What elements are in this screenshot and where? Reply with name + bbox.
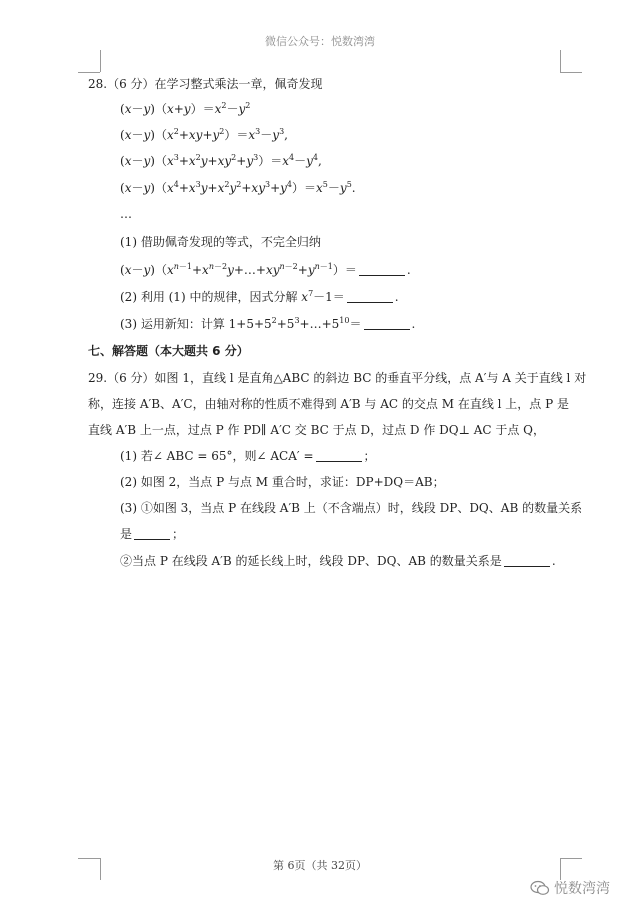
q29-part2: (2) 如图 2，当点 P 与点 M 重合时，求证：DP+DQ＝AB； — [120, 475, 445, 489]
q28-ellipsis: … — [120, 207, 132, 221]
page-header: 微信公众号：悦数湾湾 — [265, 35, 375, 48]
q28-part3: (3) 运用新知：计算 $1+5+5^2+5^3+\dots+5^{10}=$ . — [120, 316, 416, 331]
wechat-icon — [530, 880, 550, 896]
page-footer: 第 6页（共 32页） — [273, 859, 367, 872]
q28-part1-formula: $(x-y)(x^{n-1}+x^{n-2}y+\dots+xy^{n-2}+y^{n-1})=$ . — [120, 262, 411, 277]
watermark — [530, 878, 610, 898]
q29-line1: 29.（6 分）如图 1，直线 l 是直角△ABC 的斜边 BC 的垂直平分线，点 A′与 A 关于直线 l 对 — [88, 371, 587, 385]
answer-blank[interactable] — [134, 527, 170, 540]
answer-blank[interactable] — [347, 290, 393, 303]
q29-line2: 称，连接 A′B、A′C，由轴对称的性质不难得到 A′B 与 AC 的交点 M 在直线 l 上，点 P 是 — [88, 397, 569, 411]
answer-blank[interactable] — [364, 317, 410, 330]
q28-eq3: $(x-y)(x^3+x^2y+xy^2+y^3)=x^4-y^4$, — [120, 153, 322, 168]
q28-eq2: $(x-y)(x^2+xy+y^2)=x^3-y^3$, — [120, 127, 288, 142]
q28-eq4: $(x-y)(x^4+x^3y+x^2y^2+xy^3+y^4)=x^5-y^5$. — [120, 180, 356, 195]
answer-blank[interactable] — [359, 263, 405, 276]
q29-part1: (1) 若∠ ABC = 65°，则∠ ACA′ = ； — [120, 449, 376, 463]
crop-mark — [560, 50, 561, 72]
q28-intro: 28.（6 分）在学习整式乘法一章，佩奇发现 — [88, 77, 323, 91]
crop-mark — [100, 50, 101, 72]
q28-eq1: $(x-y)(x+y)=x^2-y^2$ — [120, 101, 251, 116]
watermark-text: 悦数湾湾 — [554, 881, 610, 897]
section-heading: 七、解答题（本大题共 6 分） — [88, 344, 249, 358]
q29-part3c: ②当点 P 在线段 A′B 的延长线上时，线段 DP、DQ、AB 的数量关系是 . — [120, 554, 556, 568]
crop-mark — [560, 72, 582, 73]
q29-part3b: 是 ； — [120, 527, 185, 541]
q28-part2: (2) 利用 (1) 中的规律，因式分解 $x^7-1=$ . — [120, 289, 399, 304]
q29-part3a: (3) ①如图 3，当点 P 在线段 A′B 上（不含端点）时，线段 DP、DQ、AB 的数量关系 — [120, 501, 583, 515]
crop-mark — [78, 72, 100, 73]
answer-blank[interactable] — [316, 449, 362, 462]
q28-part1: (1) 借助佩奇发现的等式，不完全归纳 — [120, 235, 321, 249]
q29-line3: 直线 A′B 上一点，过点 P 作 PD∥ A′C 交 BC 于点 D，过点 D 作 DQ⊥ AC 于点 Q， — [88, 423, 546, 437]
answer-blank[interactable] — [504, 554, 550, 567]
